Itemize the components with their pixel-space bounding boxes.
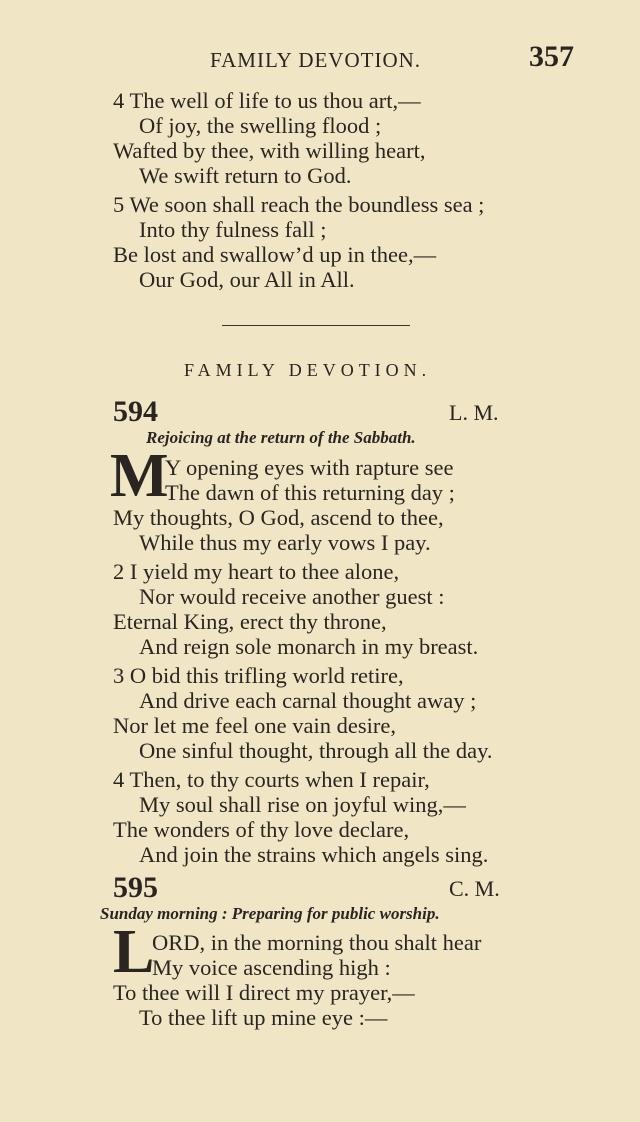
verse-line: 3 O bid this trifling world retire, [113, 663, 404, 688]
verse-line: And join the strains which angels sing. [139, 842, 489, 867]
verse-line: Eternal King, erect thy throne, [113, 609, 387, 634]
verse-line: And drive each carnal thought away ; [139, 688, 477, 713]
section-title: FAMILY DEVOTION. [184, 360, 432, 380]
verse-line: Be lost and swallow’d up in thee,— [113, 242, 437, 267]
hymn-number: 594 [113, 395, 158, 428]
hymn-number: 595 [113, 871, 158, 904]
verse-line: Our God, our All in All. [139, 267, 355, 292]
drop-cap: L [113, 918, 155, 986]
hymn-subtitle: Rejoicing at the return of the Sabbath. [146, 428, 416, 447]
verse-line: One sinful thought, through all the day. [139, 738, 493, 763]
verse-line: Nor let me feel one vain desire, [113, 713, 397, 738]
hymn-meter: L. M. [449, 400, 499, 425]
hymn-subtitle: Sunday morning : Preparing for public worship. [100, 904, 440, 923]
verse-line: 2 I yield my heart to thee alone, [113, 559, 400, 584]
verse-line: And reign sole monarch in my breast. [139, 634, 479, 659]
verse-line: Y opening eyes with rapture see [165, 455, 454, 480]
verse-line: While thus my early vows I pay. [139, 530, 431, 555]
verse-line: Of joy, the swelling flood ; [139, 113, 382, 138]
verse-line: 5 We soon shall reach the boundless sea ; [113, 192, 485, 217]
running-head: FAMILY DEVOTION. [210, 48, 422, 72]
page-number: 357 [529, 40, 574, 73]
verse-line: To thee will I direct my prayer,— [113, 980, 415, 1005]
verse-line: Into thy fulness fall ; [139, 217, 327, 242]
verse-line: My voice ascending high : [152, 955, 391, 980]
verse-line: The wonders of thy love declare, [113, 817, 410, 842]
verse-line: 4 The well of life to us thou art,— [113, 88, 421, 113]
section-divider [222, 325, 410, 326]
verse-line: ORD, in the morning thou shalt hear [152, 930, 482, 955]
verse-line: My thoughts, O God, ascend to thee, [113, 505, 444, 530]
verse-line: We swift return to God. [139, 163, 352, 188]
drop-cap: M [110, 442, 169, 510]
verse-line: 4 Then, to thy courts when I repair, [113, 767, 430, 792]
verse-line: Nor would receive another guest : [139, 584, 445, 609]
verse-line: Wafted by thee, with willing heart, [113, 138, 426, 163]
verse-line: My soul shall rise on joyful wing,— [139, 792, 466, 817]
verse-line: To thee lift up mine eye :— [139, 1005, 388, 1030]
verse-line: The dawn of this returning day ; [165, 480, 455, 505]
hymn-meter: C. M. [449, 876, 500, 901]
